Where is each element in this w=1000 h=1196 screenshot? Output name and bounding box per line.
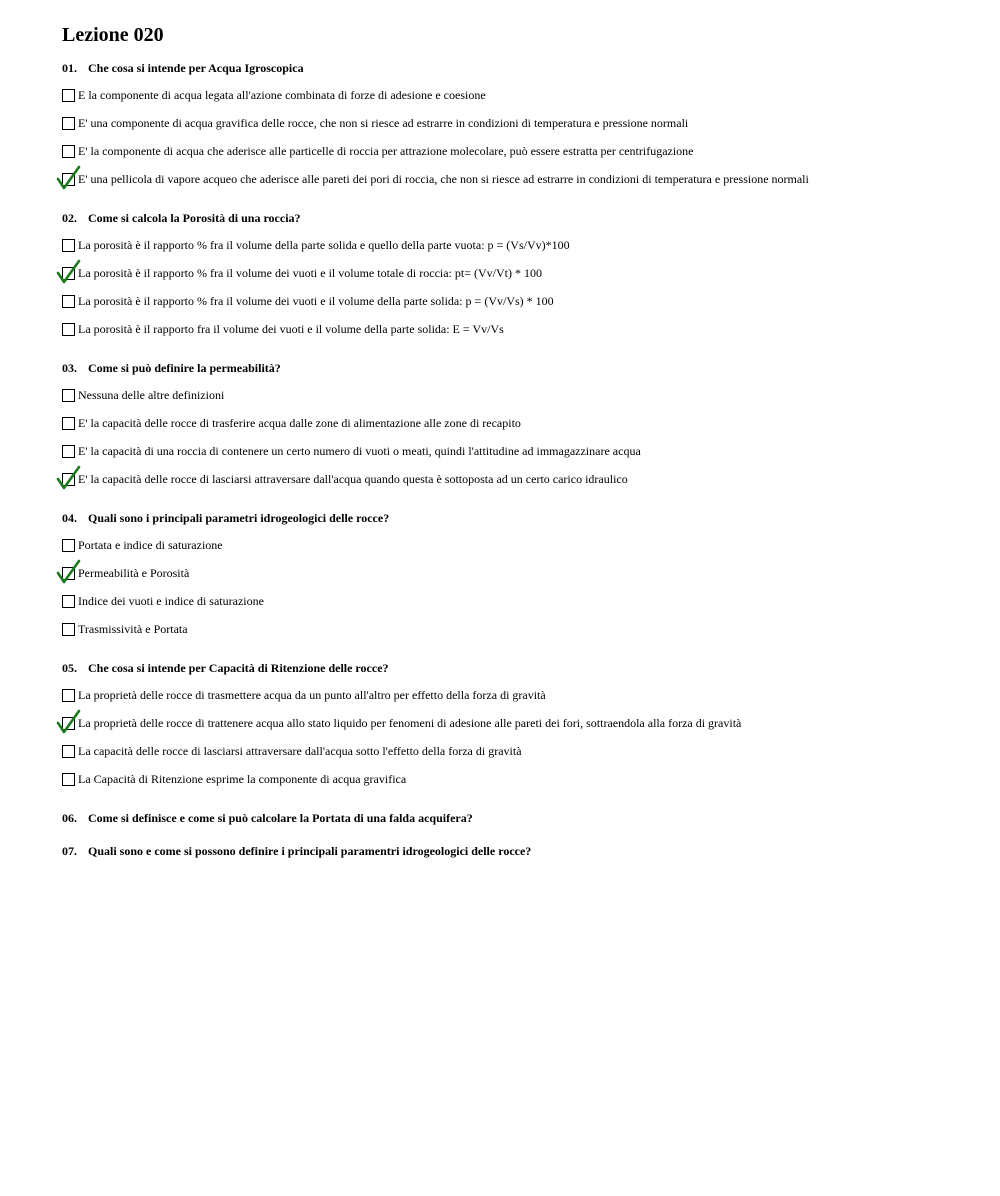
answer-text: E' una componente di acqua gravifica delle rocce, che non si riesce ad estrarre in condizioni di temperatura e pressione normali xyxy=(78,116,689,130)
answer-checkbox[interactable] xyxy=(62,117,75,130)
answer-checkbox[interactable] xyxy=(62,295,75,308)
answer-text: Trasmissività e Portata xyxy=(78,622,188,636)
question-text: Che cosa si intende per Acqua Igroscopica xyxy=(88,61,304,75)
question-text: Quali sono e come si possono definire i principali paramentri idrogeologici delle rocce? xyxy=(88,844,532,858)
answer-list xyxy=(62,531,962,643)
answer-text: E' una pellicola di vapore acqueo che aderisce alle pareti dei pori di roccia, che non si riesce ad estrarre in condizioni di temperatura e pressione normali xyxy=(78,172,809,186)
question-heading xyxy=(62,660,962,676)
answer-option[interactable] xyxy=(62,231,962,259)
question-heading xyxy=(62,60,962,76)
answer-option[interactable] xyxy=(62,531,962,559)
question-text: Che cosa si intende per Capacità di Ritenzione delle rocce? xyxy=(88,661,389,675)
answer-checkbox[interactable] xyxy=(62,567,75,580)
answer-text: E' la capacità delle rocce di trasferire acqua dalle zone di alimentazione alle zone di recapito xyxy=(78,416,521,430)
question-text: Come si calcola la Porosità di una roccia? xyxy=(88,211,301,225)
question-number: 06. xyxy=(62,811,77,825)
answer-option[interactable] xyxy=(62,437,962,465)
answer-list xyxy=(62,381,962,493)
question-number: 05. xyxy=(62,661,77,675)
question-number: 07. xyxy=(62,844,77,858)
answer-checkbox[interactable] xyxy=(62,539,75,552)
answer-checkbox[interactable] xyxy=(62,417,75,430)
answer-option[interactable] xyxy=(62,737,962,765)
answer-checkbox[interactable] xyxy=(62,323,75,336)
answer-text: E la componente di acqua legata all'azione combinata di forze di adesione e coesione xyxy=(78,88,486,102)
answer-option[interactable] xyxy=(62,681,962,709)
question-5 xyxy=(62,660,962,793)
answer-option[interactable] xyxy=(62,81,962,109)
answer-list xyxy=(62,81,962,193)
question-3 xyxy=(62,360,962,493)
answer-text: E' la componente di acqua che aderisce alle particelle di roccia per attrazione molecolare, può essere estratta per centrifugazione xyxy=(78,144,694,158)
answer-text: Indice dei vuoti e indice di saturazione xyxy=(78,594,264,608)
question-heading xyxy=(62,360,962,376)
answer-checkbox[interactable] xyxy=(62,173,75,186)
answer-checkbox[interactable] xyxy=(62,473,75,486)
answer-text: La porosità è il rapporto fra il volume dei vuoti e il volume della parte solida: E = Vv/Vs xyxy=(78,322,504,336)
question-heading xyxy=(62,810,962,826)
answer-checkbox[interactable] xyxy=(62,89,75,102)
answer-option[interactable] xyxy=(62,165,962,193)
answer-checkbox[interactable] xyxy=(62,595,75,608)
question-number: 02. xyxy=(62,211,77,225)
question-heading xyxy=(62,510,962,526)
question-2 xyxy=(62,210,962,343)
answer-text: La porosità è il rapporto % fra il volume dei vuoti e il volume della parte solida: p = (Vv/Vs) * 100 xyxy=(78,294,554,308)
answer-option[interactable] xyxy=(62,381,962,409)
answer-checkbox[interactable] xyxy=(62,717,75,730)
checkmark-icon xyxy=(56,709,82,735)
answer-text: La proprietà delle rocce di trasmettere acqua da un punto all'altro per effetto della forza di gravità xyxy=(78,688,546,702)
answer-option[interactable] xyxy=(62,615,962,643)
answer-option[interactable] xyxy=(62,587,962,615)
quiz-page xyxy=(62,22,962,876)
answer-text: Permeabilità e Porosità xyxy=(78,566,190,580)
answer-checkbox[interactable] xyxy=(62,445,75,458)
answer-option[interactable] xyxy=(62,465,962,493)
answer-option[interactable] xyxy=(62,287,962,315)
answer-option[interactable] xyxy=(62,259,962,287)
answer-text: Nessuna delle altre definizioni xyxy=(78,388,225,402)
answer-option[interactable] xyxy=(62,559,962,587)
answer-checkbox[interactable] xyxy=(62,773,75,786)
answer-option[interactable] xyxy=(62,109,962,137)
question-heading xyxy=(62,210,962,226)
question-text: Come si può definire la permeabilità? xyxy=(88,361,281,375)
answer-checkbox[interactable] xyxy=(62,239,75,252)
answer-text: La proprietà delle rocce di trattenere acqua allo stato liquido per fenomeni di adesione alle pareti dei fori, sottraendola alla forza di gravità xyxy=(78,716,742,730)
answer-checkbox[interactable] xyxy=(62,267,75,280)
checkmark-icon xyxy=(56,165,82,191)
answer-text: La porosità è il rapporto % fra il volume della parte solida e quello della parte vuota: p = (Vs/Vv)*100 xyxy=(78,238,570,252)
question-1 xyxy=(62,60,962,193)
answer-option[interactable] xyxy=(62,709,962,737)
answer-text: E' la capacità di una roccia di contenere un certo numero di vuoti o meati, quindi l'attitudine ad immagazzinare acqua xyxy=(78,444,641,458)
question-text: Come si definisce e come si può calcolare la Portata di una falda acquifera? xyxy=(88,811,473,825)
answer-list xyxy=(62,681,962,793)
question-7 xyxy=(62,843,962,859)
answer-text: E' la capacità delle rocce di lasciarsi attraversare dall'acqua quando questa è sottoposta ad un certo carico idraulico xyxy=(78,472,628,486)
answer-checkbox[interactable] xyxy=(62,689,75,702)
answer-checkbox[interactable] xyxy=(62,623,75,636)
question-text: Quali sono i principali parametri idrogeologici delle rocce? xyxy=(88,511,390,525)
answer-text: La Capacità di Ritenzione esprime la componente di acqua gravifica xyxy=(78,772,407,786)
answer-list xyxy=(62,231,962,343)
answer-text: La porosità è il rapporto % fra il volume dei vuoti e il volume totale di roccia: pt= (Vv/Vt) * 100 xyxy=(78,266,542,280)
checkmark-icon xyxy=(56,465,82,491)
answer-option[interactable] xyxy=(62,765,962,793)
question-4 xyxy=(62,510,962,643)
answer-text: Portata e indice di saturazione xyxy=(78,538,223,552)
question-number: 01. xyxy=(62,61,77,75)
answer-option[interactable] xyxy=(62,315,962,343)
question-number: 04. xyxy=(62,511,77,525)
lesson-title: Lezione 020 xyxy=(62,24,164,46)
checkmark-icon xyxy=(56,559,82,585)
question-6 xyxy=(62,810,962,826)
answer-checkbox[interactable] xyxy=(62,389,75,402)
answer-option[interactable] xyxy=(62,137,962,165)
answer-option[interactable] xyxy=(62,409,962,437)
question-list xyxy=(62,60,962,859)
checkmark-icon xyxy=(56,259,82,285)
answer-checkbox[interactable] xyxy=(62,145,75,158)
question-number: 03. xyxy=(62,361,77,375)
answer-checkbox[interactable] xyxy=(62,745,75,758)
question-heading xyxy=(62,843,962,859)
answer-text: La capacità delle rocce di lasciarsi attraversare dall'acqua sotto l'effetto della forza di gravità xyxy=(78,744,522,758)
